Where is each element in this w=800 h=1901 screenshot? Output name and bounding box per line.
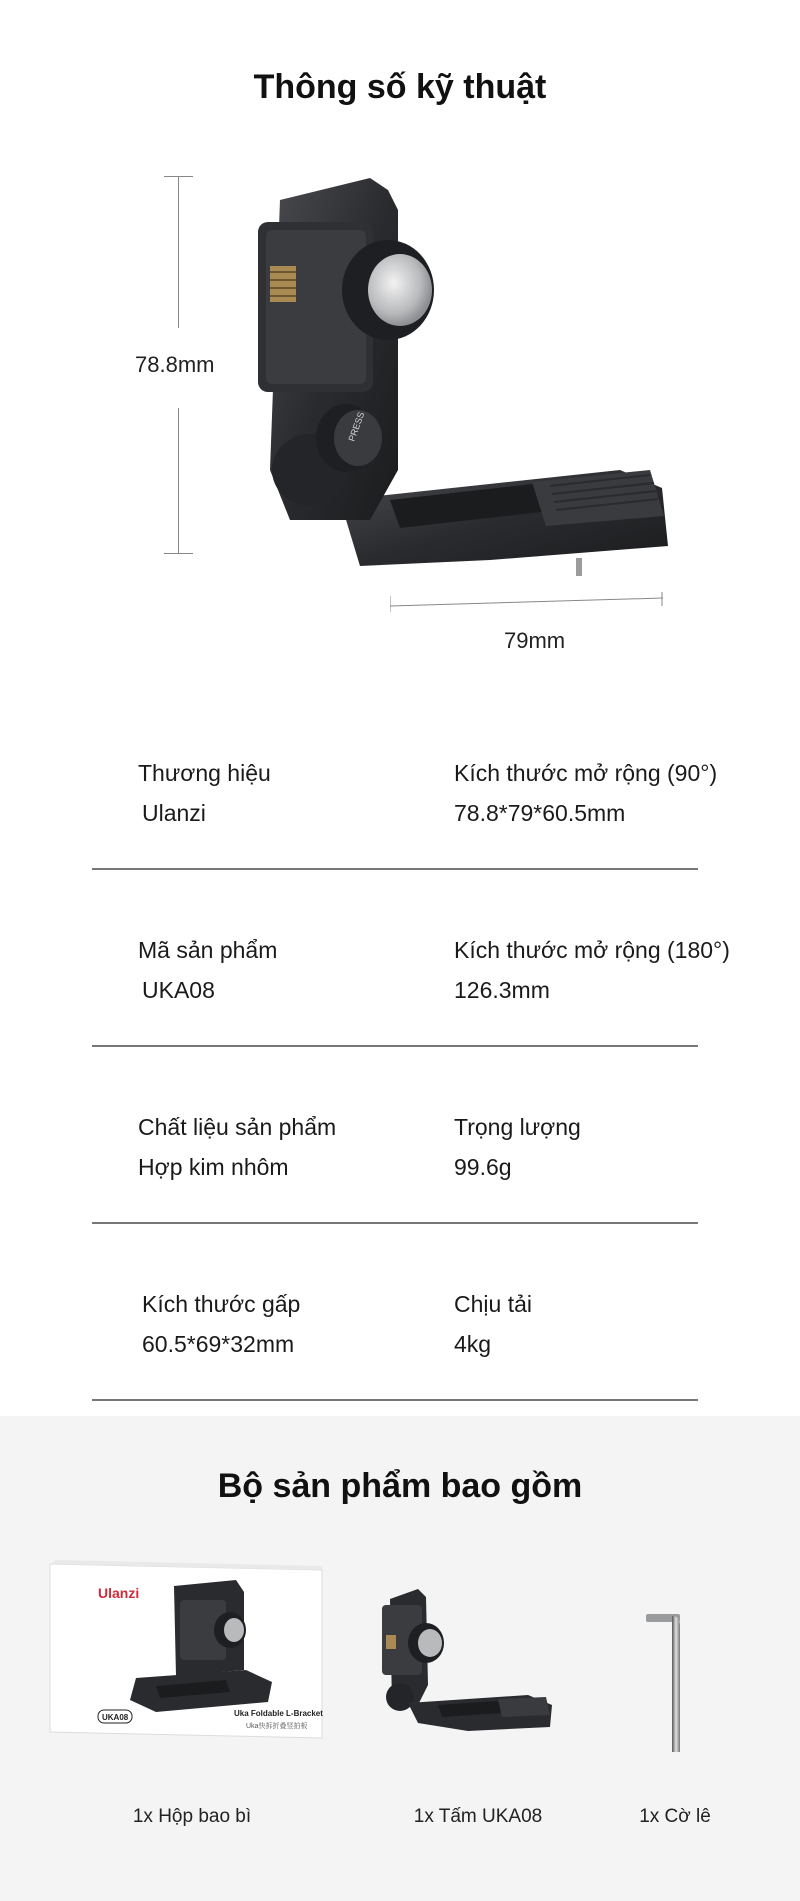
- spec-label: Kích thước mở rộng (180°): [454, 937, 730, 963]
- spec-value: 60.5*69*32mm: [142, 1331, 295, 1357]
- box-model-badge: UKA08: [102, 1713, 129, 1722]
- box-sub-name: Uka快拆折叠竖拍板: [246, 1723, 308, 1730]
- packaging-box-image: [46, 1560, 326, 1740]
- package-item-caption: 1x Hộp bao bì: [132, 1806, 252, 1827]
- spec-label: Kích thước gấp: [142, 1291, 301, 1317]
- l-bracket-image: [250, 170, 680, 580]
- width-dimension-line: [390, 592, 663, 612]
- spec-value: 78.8*79*60.5mm: [454, 800, 626, 826]
- box-product-name: Uka Foldable L-Bracket: [234, 1709, 323, 1718]
- spec-value: 4kg: [454, 1331, 492, 1357]
- row-divider: [92, 868, 698, 870]
- row-divider: [92, 1399, 698, 1401]
- spec-value: UKA08: [142, 977, 215, 1003]
- box-brand-text: Ulanzi: [98, 1585, 140, 1601]
- spec-row: [92, 760, 718, 870]
- package-item-caption: 1x Tấm UKA08: [413, 1806, 543, 1827]
- spec-row: [92, 1291, 698, 1401]
- spec-value: 99.6g: [454, 1154, 512, 1180]
- spec-value: Hợp kim nhôm: [138, 1154, 289, 1180]
- uka08-plate-image: [378, 1585, 560, 1735]
- width-dimension-label: 79mm: [504, 628, 566, 653]
- spec-label: Kích thước mở rộng (90°): [454, 760, 718, 786]
- spec-row: [92, 1114, 698, 1224]
- spec-row: [92, 937, 730, 1047]
- spec-label: Mã sản phẩm: [138, 937, 278, 963]
- hex-wrench-image: [640, 1612, 690, 1756]
- spec-value: Ulanzi: [142, 800, 206, 826]
- spec-value: 126.3mm: [454, 977, 550, 1003]
- row-divider: [92, 1045, 698, 1047]
- row-divider: [92, 1222, 698, 1224]
- package-item-caption: 1x Cờ lê: [639, 1806, 711, 1827]
- spec-label: Thương hiệu: [138, 760, 271, 786]
- spec-label: Chất liệu sản phẩm: [138, 1114, 337, 1140]
- press-knob-text: PRESS: [346, 410, 367, 443]
- package-title: Bộ sản phẩm bao gồm: [217, 1467, 583, 1505]
- specs-title: Thông số kỹ thuật: [253, 68, 547, 106]
- spec-label: Trọng lượng: [454, 1114, 581, 1140]
- spec-label: Chịu tải: [454, 1291, 532, 1317]
- height-dimension-label: 78.8mm: [135, 352, 215, 377]
